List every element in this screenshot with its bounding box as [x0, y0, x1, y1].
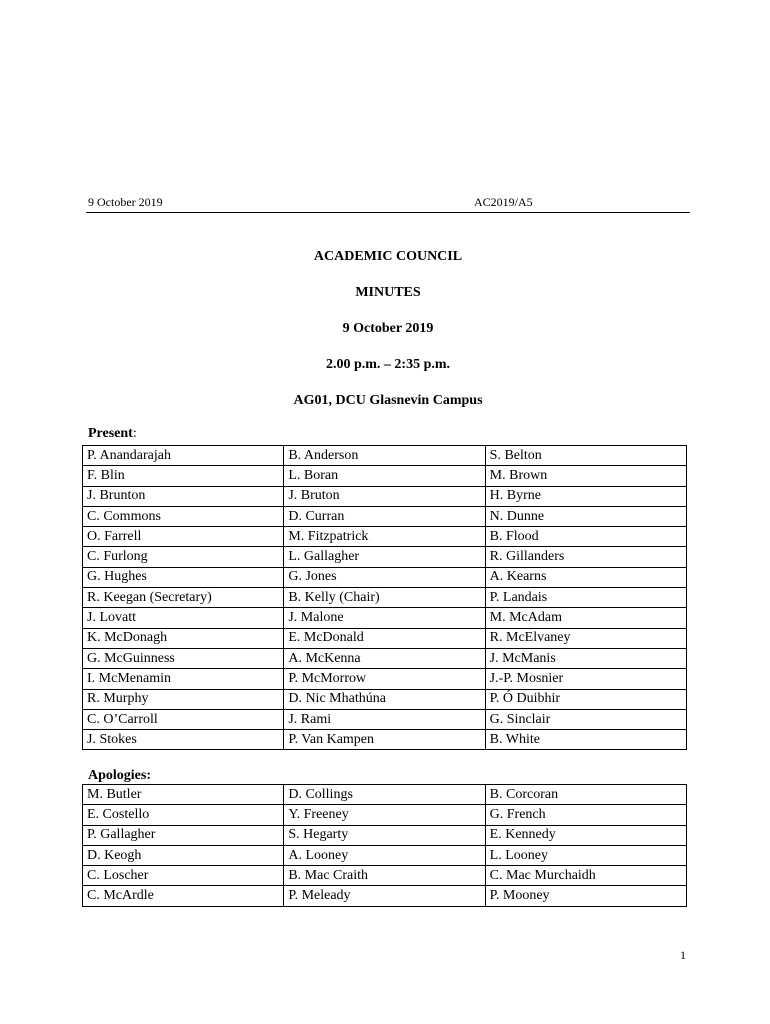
table-row: [83, 527, 687, 547]
member-name-cell: B. Flood: [485, 527, 686, 547]
member-name-cell: J. McManis: [485, 648, 686, 668]
member-name-cell: A. Kearns: [485, 567, 686, 587]
meeting-date: 9 October 2019: [342, 321, 434, 336]
title-block: [86, 248, 690, 428]
table-row: [83, 486, 687, 506]
member-name-cell: O. Farrell: [83, 527, 284, 547]
member-name-cell: P. Gallagher: [83, 825, 284, 845]
member-name-cell: G. Sinclair: [485, 709, 686, 729]
member-name-cell: L. Gallagher: [284, 547, 485, 567]
member-name-cell: A. McKenna: [284, 648, 485, 668]
member-name-cell: C. McArdle: [83, 886, 284, 906]
member-name-cell: K. McDonagh: [83, 628, 284, 648]
member-name-cell: H. Byrne: [485, 486, 686, 506]
member-name-cell: M. Brown: [485, 466, 686, 486]
member-name-cell: M. McAdam: [485, 608, 686, 628]
member-name-cell: L. Boran: [284, 466, 485, 486]
table-row: [83, 886, 687, 906]
member-name-cell: G. French: [485, 805, 686, 825]
table-row: [83, 730, 687, 750]
member-name-cell: J. Bruton: [284, 486, 485, 506]
apologies-heading: Apologies:: [88, 768, 151, 783]
present-label: Present: [88, 426, 133, 441]
header-date: 9 October 2019: [88, 195, 163, 209]
member-name-cell: J. Rami: [284, 709, 485, 729]
member-name-cell: Y. Freeney: [284, 805, 485, 825]
table-row: [83, 608, 687, 628]
present-table: [82, 445, 687, 750]
member-name-cell: J. Lovatt: [83, 608, 284, 628]
table-row: [83, 466, 687, 486]
member-name-cell: R. Keegan (Secretary): [83, 588, 284, 608]
table-row: [83, 845, 687, 865]
member-name-cell: N. Dunne: [485, 506, 686, 526]
member-name-cell: R. Gillanders: [485, 547, 686, 567]
member-name-cell: B. White: [485, 730, 686, 750]
table-row: [83, 825, 687, 845]
member-name-cell: D. Keogh: [83, 845, 284, 865]
meeting-time: 2.00 p.m. – 2:35 p.m.: [325, 357, 451, 372]
member-name-cell: L. Looney: [485, 845, 686, 865]
table-row: [83, 669, 687, 689]
member-name-cell: P. Meleady: [284, 886, 485, 906]
present-heading: Present:: [88, 426, 137, 441]
member-name-cell: R. Murphy: [83, 689, 284, 709]
member-name-cell: C. Furlong: [83, 547, 284, 567]
table-row: [83, 709, 687, 729]
member-name-cell: G. McGuinness: [83, 648, 284, 668]
member-name-cell: P. Landais: [485, 588, 686, 608]
council-title: ACADEMIC COUNCIL: [313, 249, 463, 264]
member-name-cell: C. O’Carroll: [83, 709, 284, 729]
member-name-cell: D. Nic Mhathúna: [284, 689, 485, 709]
member-name-cell: J. Malone: [284, 608, 485, 628]
table-row: [83, 567, 687, 587]
member-name-cell: E. McDonald: [284, 628, 485, 648]
member-name-cell: B. Anderson: [284, 446, 485, 466]
table-row: [83, 805, 687, 825]
table-row: [83, 648, 687, 668]
table-row: [83, 689, 687, 709]
member-name-cell: P. Mooney: [485, 886, 686, 906]
member-name-cell: P. Anandarajah: [83, 446, 284, 466]
member-name-cell: S. Hegarty: [284, 825, 485, 845]
member-name-cell: P. Ó Duibhir: [485, 689, 686, 709]
member-name-cell: J. Stokes: [83, 730, 284, 750]
member-name-cell: M. Fitzpatrick: [284, 527, 485, 547]
table-row: [83, 547, 687, 567]
member-name-cell: P. Van Kampen: [284, 730, 485, 750]
meeting-location: AG01, DCU Glasnevin Campus: [293, 393, 483, 408]
member-name-cell: J. Brunton: [83, 486, 284, 506]
member-name-cell: C. Commons: [83, 506, 284, 526]
member-name-cell: S. Belton: [485, 446, 686, 466]
table-row: [83, 446, 687, 466]
table-row: [83, 588, 687, 608]
member-name-cell: R. McElvaney: [485, 628, 686, 648]
member-name-cell: G. Hughes: [83, 567, 284, 587]
page-number: 1: [680, 948, 686, 962]
running-header: [86, 194, 690, 213]
member-name-cell: F. Blin: [83, 466, 284, 486]
member-name-cell: I. McMenamin: [83, 669, 284, 689]
member-name-cell: B. Kelly (Chair): [284, 588, 485, 608]
document-type: MINUTES: [355, 285, 421, 300]
member-name-cell: G. Jones: [284, 567, 485, 587]
member-name-cell: C. Mac Murchaidh: [485, 866, 686, 886]
member-name-cell: J.-P. Mosnier: [485, 669, 686, 689]
apologies-table: [82, 784, 687, 907]
table-row: [83, 506, 687, 526]
member-name-cell: C. Loscher: [83, 866, 284, 886]
table-row: [83, 785, 687, 805]
table-row: [83, 628, 687, 648]
member-name-cell: D. Curran: [284, 506, 485, 526]
member-name-cell: D. Collings: [284, 785, 485, 805]
member-name-cell: B. Corcoran: [485, 785, 686, 805]
member-name-cell: P. McMorrow: [284, 669, 485, 689]
member-name-cell: M. Butler: [83, 785, 284, 805]
table-row: [83, 866, 687, 886]
member-name-cell: E. Kennedy: [485, 825, 686, 845]
header-reference: AC2019/A5: [474, 195, 533, 209]
member-name-cell: A. Looney: [284, 845, 485, 865]
member-name-cell: B. Mac Craith: [284, 866, 485, 886]
member-name-cell: E. Costello: [83, 805, 284, 825]
